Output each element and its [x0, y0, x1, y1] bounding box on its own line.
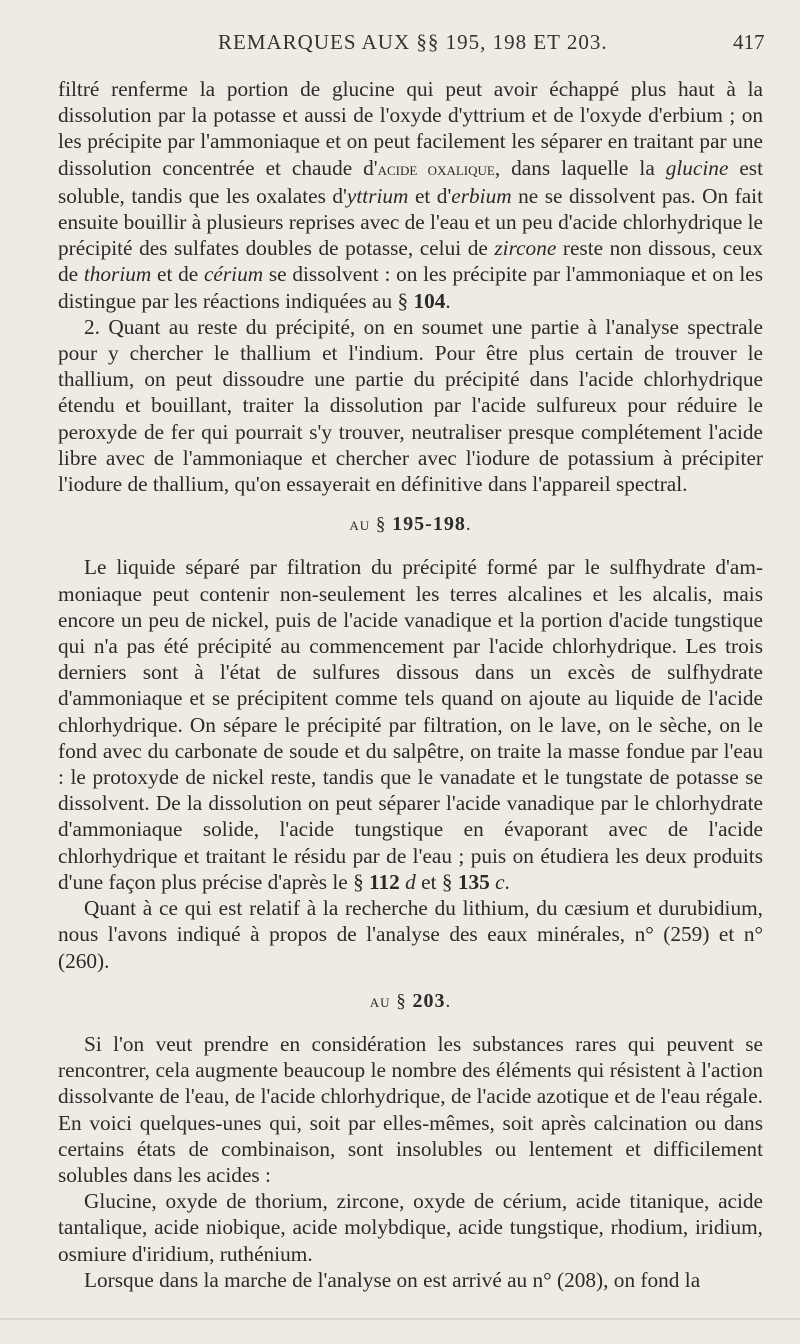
paragraph-final: Lorsque dans la marche de l'analyse on est arrivé au n° (208), on fond la: [84, 1267, 701, 1292]
section-heading-195-198: au § 195-198.: [349, 513, 472, 536]
acide-oxalique-term: acide oxalique: [377, 158, 495, 180]
paragraph-lithium: Quant à ce qui est relatif à la recherche du lithium, du cæsium et durubidium, nous l'avons indiqué à propos de l'analyse des eaux minérales, n° (259) et n° (260).: [58, 896, 763, 973]
paragraph-liquide: Le liquide séparé par filtration du précipité formé par le sulfhydrate d'ammoniaque peut contenir non-seulement les terres alcalines et les alcalis, mais encore un peu de nickel, puis de l'acide vanadique et la portion d'acide tungstique qui n'a pas été précipité au commencement par l'acide chlorhydrique. Les trois derniers sont à l'état de sulfures dissous dans un excès de sulfhydrate d'ammoniaque et se précipitent comme tels quand on ajoute au liquide de l'acide chlorhydrique. On sépare le précipité par filtration, on le lave, on le sèche, on le fond avec du carbonate de soude et du salpêtre, on traite la masse fondue par l'eau : le protoxyde de nickel reste, tandis que le vanadate et le tungstate de potasse se dissolvent. De la dissolution on peut séparer l'acide vanadique par le chlorhydrate d'ammoniaque solide, l'acide tungstique en évaporant avec de l'acide chlorhydrique et traitant le résidu par de l'eau ; puis on étudiera les deux produits d'une façon plus précise d'après le § 112 d et § 135 c.: [58, 555, 763, 894]
section-reference: 104: [413, 288, 446, 313]
paragraph-continuation: filtré renferme la portion de glucine qui peut avoir échappé plus haut à la dissolution par la potasse et aussi de l'oxyde d'yttrium et de l'oxyde d'erbium ; on les précipite par l'ammoniaque et on peut facilement les séparer en traitant par une dissolution concentrée et chaude d'acide oxalique, dans laquelle la glucine est soluble, tandis que les oxalates d'yttrium et d'erbium ne se dissolvent pas. On fait ensuite bouillir à plusieurs reprises avec de l'eau et un peu d'acide chlorhydrique le précipité des sulfates doubles de potasse, celui de zircone reste non dissous, ceux de thorium et de cérium se dissolvent : on les précipite par l'ammoniaque et on les distingue par les réactions indiquées au § 104.: [58, 77, 763, 313]
paragraph-list: Glucine, oxyde de thorium, zircone, oxyde de cérium, acide titanique, acide tantalique, acide niobique, acide molybdique, acide tungstique, rhodium, iridium, osmiure d'iridium, ruthénium.: [58, 1189, 763, 1266]
zircone-term: zircone: [494, 236, 557, 261]
erbium-term: erbium: [451, 183, 512, 208]
page-body: [58, 76, 763, 1293]
section-reference: 112: [369, 869, 400, 894]
section-heading-203: au § 203.: [369, 989, 452, 1012]
section-reference: 135: [457, 869, 490, 894]
cerium-term: cérium: [203, 262, 264, 287]
yttrium-term: yttrium: [346, 183, 409, 208]
page-number: 417: [733, 30, 765, 54]
running-title: REMARQUES AUX §§ 195, 198 ET 203.: [218, 30, 608, 54]
glucine-term: glucine: [665, 155, 729, 180]
page-edge-divider: [0, 1318, 800, 1320]
paragraph-substances: Si l'on veut prendre en considération les substances rares qui peuvent se rencontrer, cela augmente beaucoup le nombre des éléments qui résistent à l'action dissolvante de l'eau, de l'acide chlorhydrique, de l'acide azotique et de l'eau régale. En voici quelques-unes qui, soit par elles-mêmes, soit après calcination ou dans certains états de combinaison, sont insolubles ou lentement et difficilement solubles dans les acides :: [58, 1031, 763, 1187]
thorium-term: thorium: [83, 262, 152, 287]
paragraph-thallium: 2. Quant au reste du précipité, on en soumet une partie à l'analyse spectrale pour y chercher le thallium et l'indium. Pour être plus certain de trouver le thallium, on peut dissoudre une partie du précipité dans l'acide chlorhydrique étendu et bouillant, traiter la dissolution par l'acide sulfureux pour réduire le peroxyde de fer qui pourrait s'y trouver, neutraliser presque complétement l'acide libre avec de l'ammoniaque et chercher avec l'iodure de potassium à précipiter l'iodure de thallium, qu'on essayerait en définitive dans l'appareil spectral.: [58, 314, 763, 497]
